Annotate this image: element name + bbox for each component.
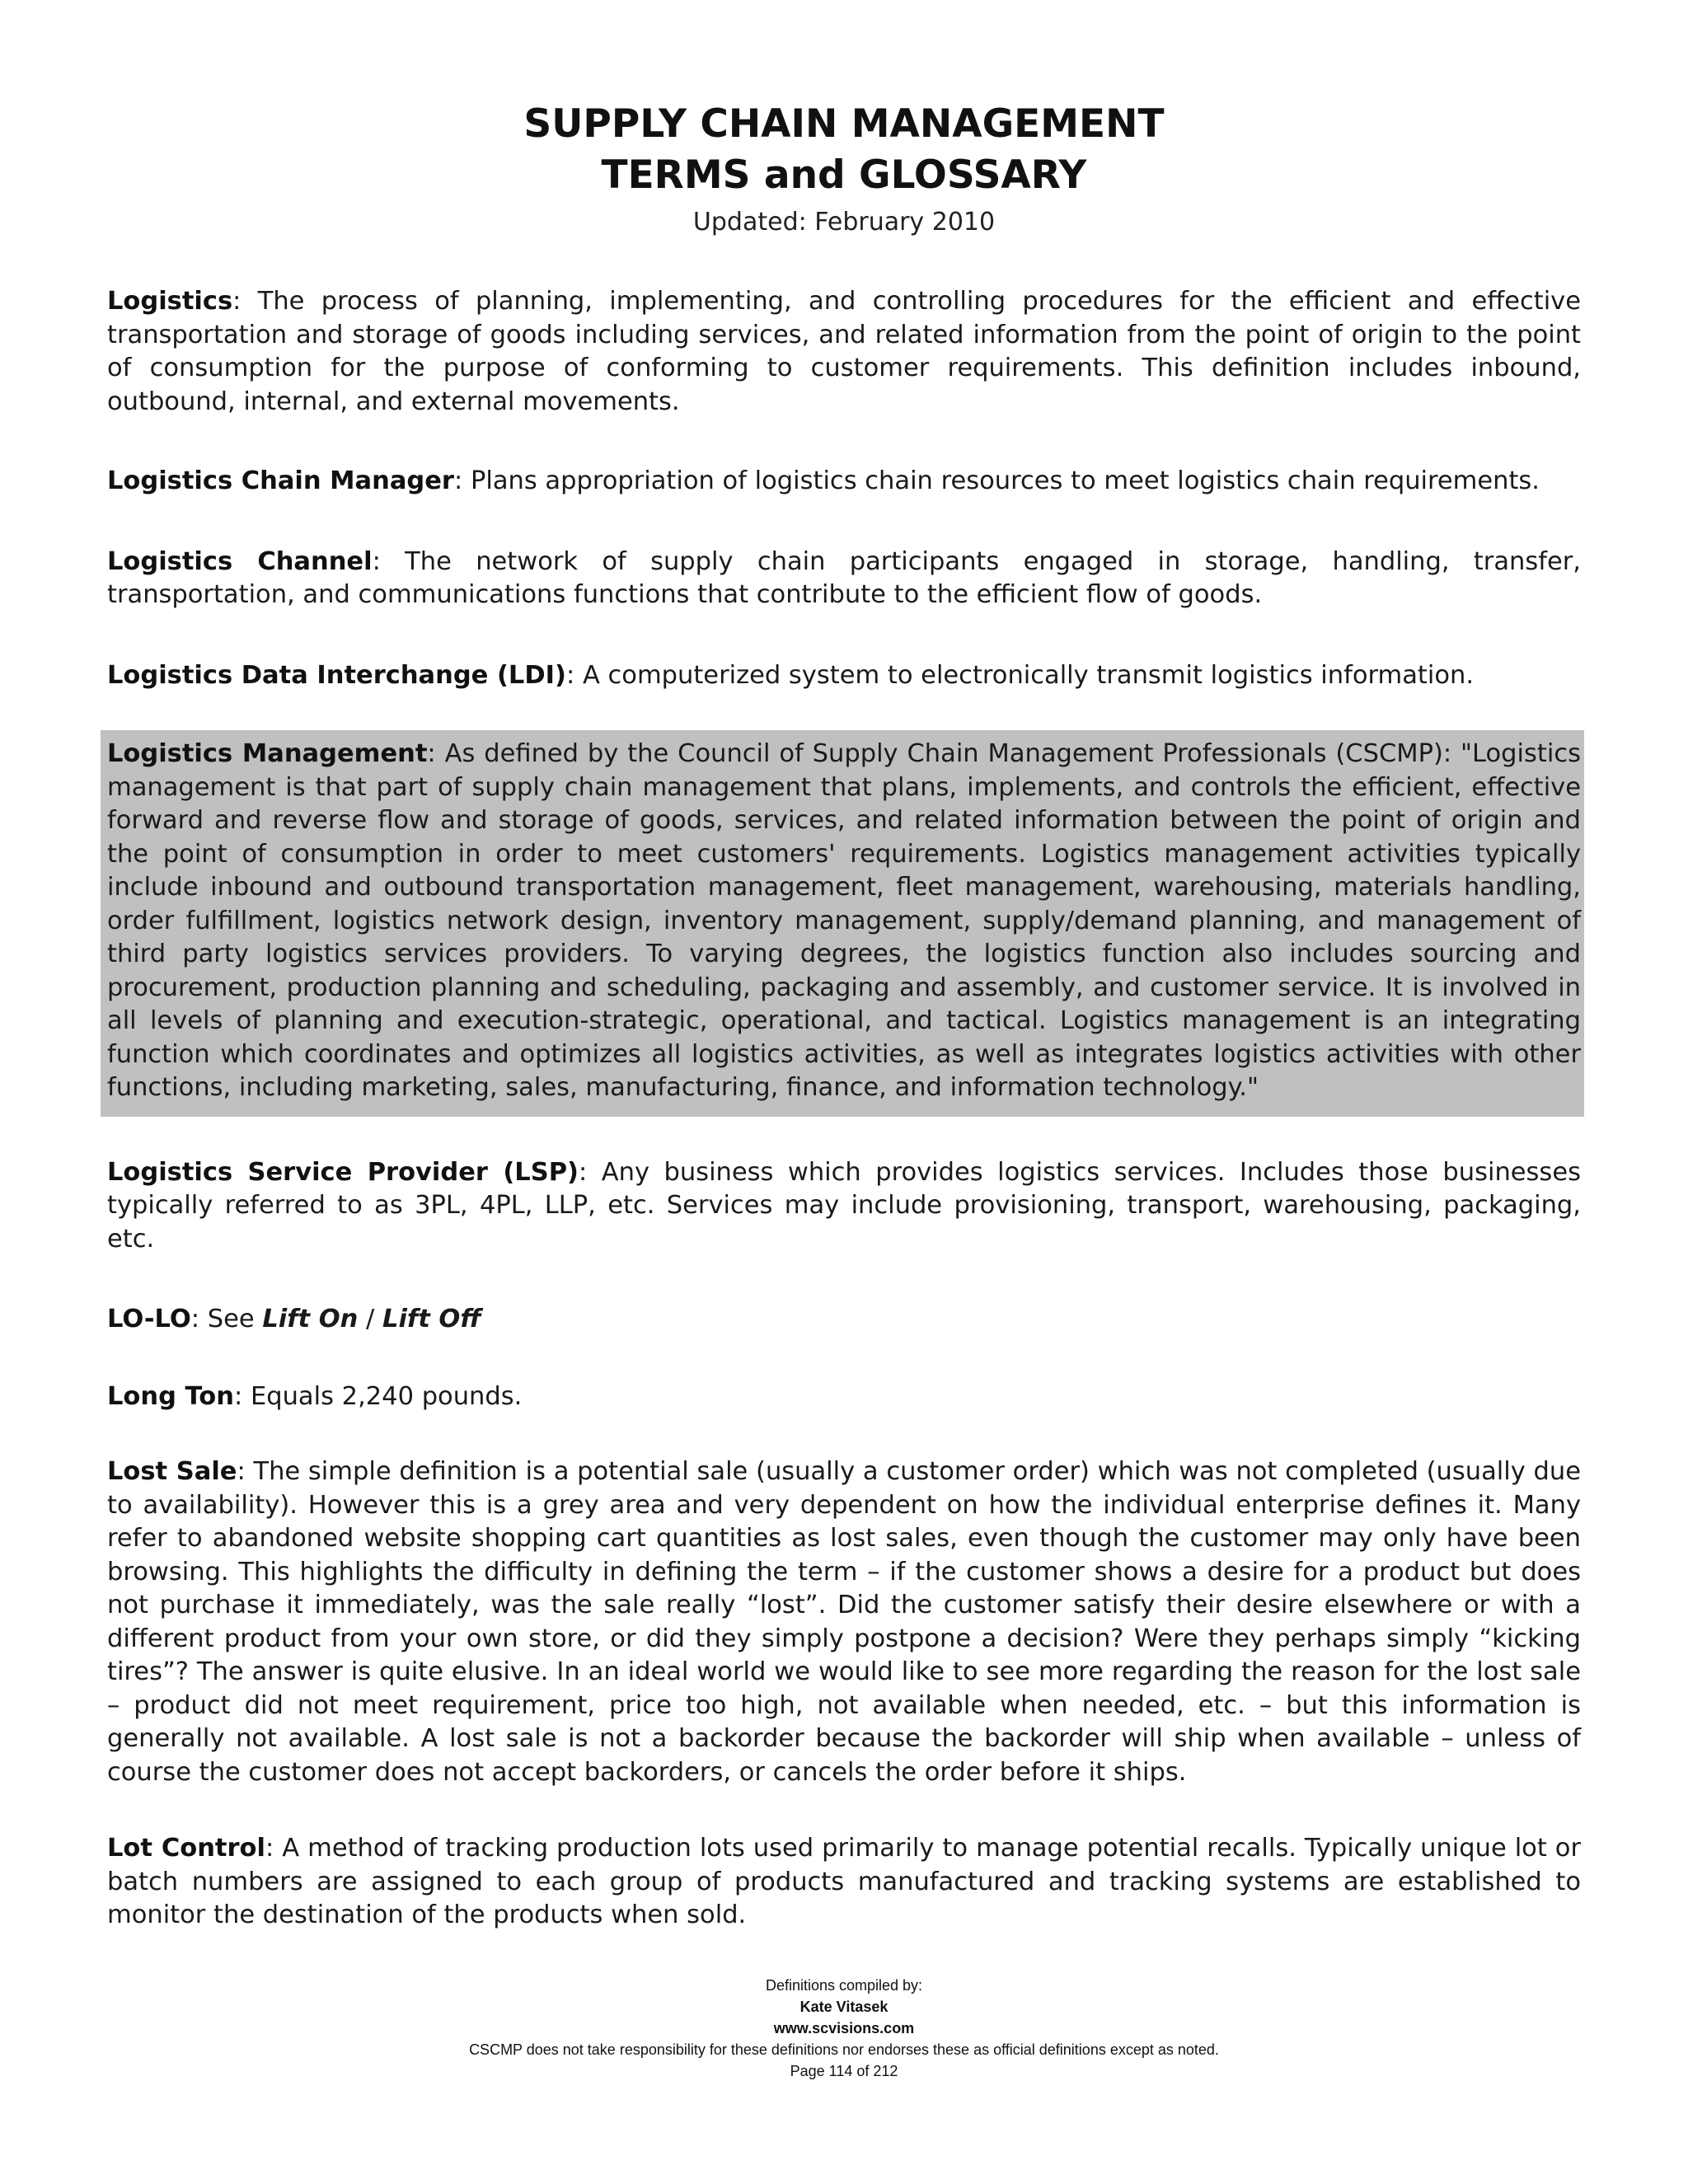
footer-disclaimer: CSCMP does not take responsibility for these definitions nor endorses these as official definitions except as noted. [469, 2041, 1219, 2058]
definition-logistics-data-interchange: A computerized system to electronically transmit logistics information. [582, 660, 1475, 690]
footer-website-link[interactable]: www.scvisions.com [773, 2020, 915, 2036]
term-logistics: Logistics [107, 287, 233, 316]
definition-logistics: The process of planning, implementing, and controlling procedures for the efficient and effective transportation and storage of goods including services, and related information from the point of origin to the point of consumption for the purpose of conforming to customer requirements. This definition includes inbound, outbound, internal, and external movements. [107, 287, 1581, 416]
entry-logistics-data-interchange [107, 659, 1581, 693]
term-separator: : [427, 739, 445, 768]
entry-logistics-channel [107, 546, 1581, 612]
term-separator: : [453, 466, 471, 495]
term-logistics-management: Logistics Management [107, 739, 428, 768]
term-separator: : [565, 660, 583, 690]
entry-long-ton [107, 1380, 1581, 1414]
term-long-ton: Long Ton [107, 1381, 234, 1411]
reference-separator: / [358, 1305, 383, 1333]
definition-lot-control: A method of tracking production lots used primarily to manage potential recalls. Typically unique lot or batch numbers are assigned to each group of products manufactured and tracking systems are established to monitor the destination of the products when sold. [107, 1834, 1581, 1929]
glossary-entries [107, 280, 1581, 1933]
entry-lo-lo [107, 1303, 1581, 1337]
term-separator: : [372, 546, 406, 576]
term-logistics-data-interchange: Logistics Data Interchange (LDI) [107, 660, 566, 690]
definition-logistics-management: As defined by the Council of Supply Chain Management Professionals (CSCMP): "Logistics management is that part of supply chain management that plans, implements, and controls the efficient, effective forward and reverse flow and storage of goods, services, and related information between the point of origin and the point of consumption in order to meet customers' requirements. Logistics management activities typically include inbound and outbound transportation management, fleet management, warehousing, materials handling, order fulfillment, logistics network design, inventory management, supply/demand planning, and management of third party logistics services providers. To varying degrees, the logistics function also includes sourcing and procurement, production planning and scheduling, packaging and assembly, and customer service. It is involved in all levels of planning and execution-strategic, operational, and tactical. Logistics management is an integrating function which coordinates and optimizes all logistics activities, as well as integrates logistics activities with other functions, including marketing, sales, manufacturing, finance, and information technology." [107, 739, 1581, 1102]
definition-lost-sale: The simple definition is a potential sale (usually a customer order) which was not completed (usually due to availability). However this is a grey area and very dependent on how the individual enterprise defines it. Many refer to abandoned website shopping cart quantities as lost sales, even though the customer may only have been browsing. This highlights the difficulty in defining the term – if the customer shows a desire for a product but does not purchase it immediately, was the sale really “lost”. Did the customer satisfy their desire elsewhere or with a different product from your own store, or did they simply postpone a decision? Were they perhaps simply “kicking tires”? The answer is quite elusive. In an ideal world we would like to see more regarding the reason for the lost sale – product did not meet requirement, price too high, not available when needed, etc. – but this information is generally not available. A lost sale is not a backorder because the backorder will ship when available – unless of course the customer does not accept backorders, or cancels the order before it ships. [107, 1457, 1581, 1787]
term-separator: : [265, 1834, 283, 1863]
footer-compiled-by: Definitions compiled by: [765, 1977, 923, 1994]
page-footer [0, 1975, 1688, 2082]
entry-logistics-management [101, 730, 1584, 1117]
term-separator: : [233, 1381, 251, 1411]
entry-logistics-chain-manager [107, 465, 1581, 499]
term-logistics-chain-manager: Logistics Chain Manager [107, 466, 454, 495]
definition-logistics-channel: The network of supply chain participants engaged in storage, handling, transfer, transportation, and communications functions that contribute to the efficient flow of goods. [107, 546, 1581, 609]
term-separator: : [232, 287, 258, 316]
entry-logistics [107, 285, 1581, 419]
term-separator: : [579, 1157, 602, 1187]
term-separator: : [237, 1457, 254, 1486]
cross-reference-lift-on: Lift On [262, 1305, 359, 1333]
term-logistics-service-provider: Logistics Service Provider (LSP) [107, 1157, 579, 1187]
definition-logistics-service-provider: Any business which provides logistics services. Includes those businesses typically referred to as 3PL, 4PL, LLP, etc. Services may include provisioning, transport, warehousing, packaging, etc. [107, 1157, 1581, 1254]
definition-logistics-chain-manager: Plans appropriation of logistics chain resources to meet logistics chain requirements. [470, 466, 1540, 495]
footer-author: Kate Vitasek [799, 1999, 889, 2015]
page-title-line-2: TERMS and GLOSSARY [601, 152, 1087, 198]
entry-lot-control [107, 1832, 1581, 1933]
see-label: See [207, 1305, 263, 1333]
page-title-line-1: SUPPLY CHAIN MANAGEMENT [523, 101, 1165, 147]
entry-lost-sale [107, 1455, 1581, 1789]
cross-reference-lift-off: Lift Off [382, 1305, 481, 1333]
term-logistics-channel: Logistics Channel [107, 546, 373, 576]
term-lost-sale: Lost Sale [107, 1457, 237, 1486]
definition-long-ton: Equals 2,240 pounds. [250, 1381, 523, 1411]
term-lo-lo: LO-LO [107, 1305, 191, 1333]
footer-page-number: Page 114 of 212 [790, 2063, 898, 2079]
term-separator: : [190, 1305, 208, 1333]
updated-date: Updated: February 2010 [692, 208, 996, 237]
term-lot-control: Lot Control [107, 1834, 265, 1863]
entry-logistics-service-provider [107, 1156, 1581, 1257]
page-header [0, 99, 1688, 239]
